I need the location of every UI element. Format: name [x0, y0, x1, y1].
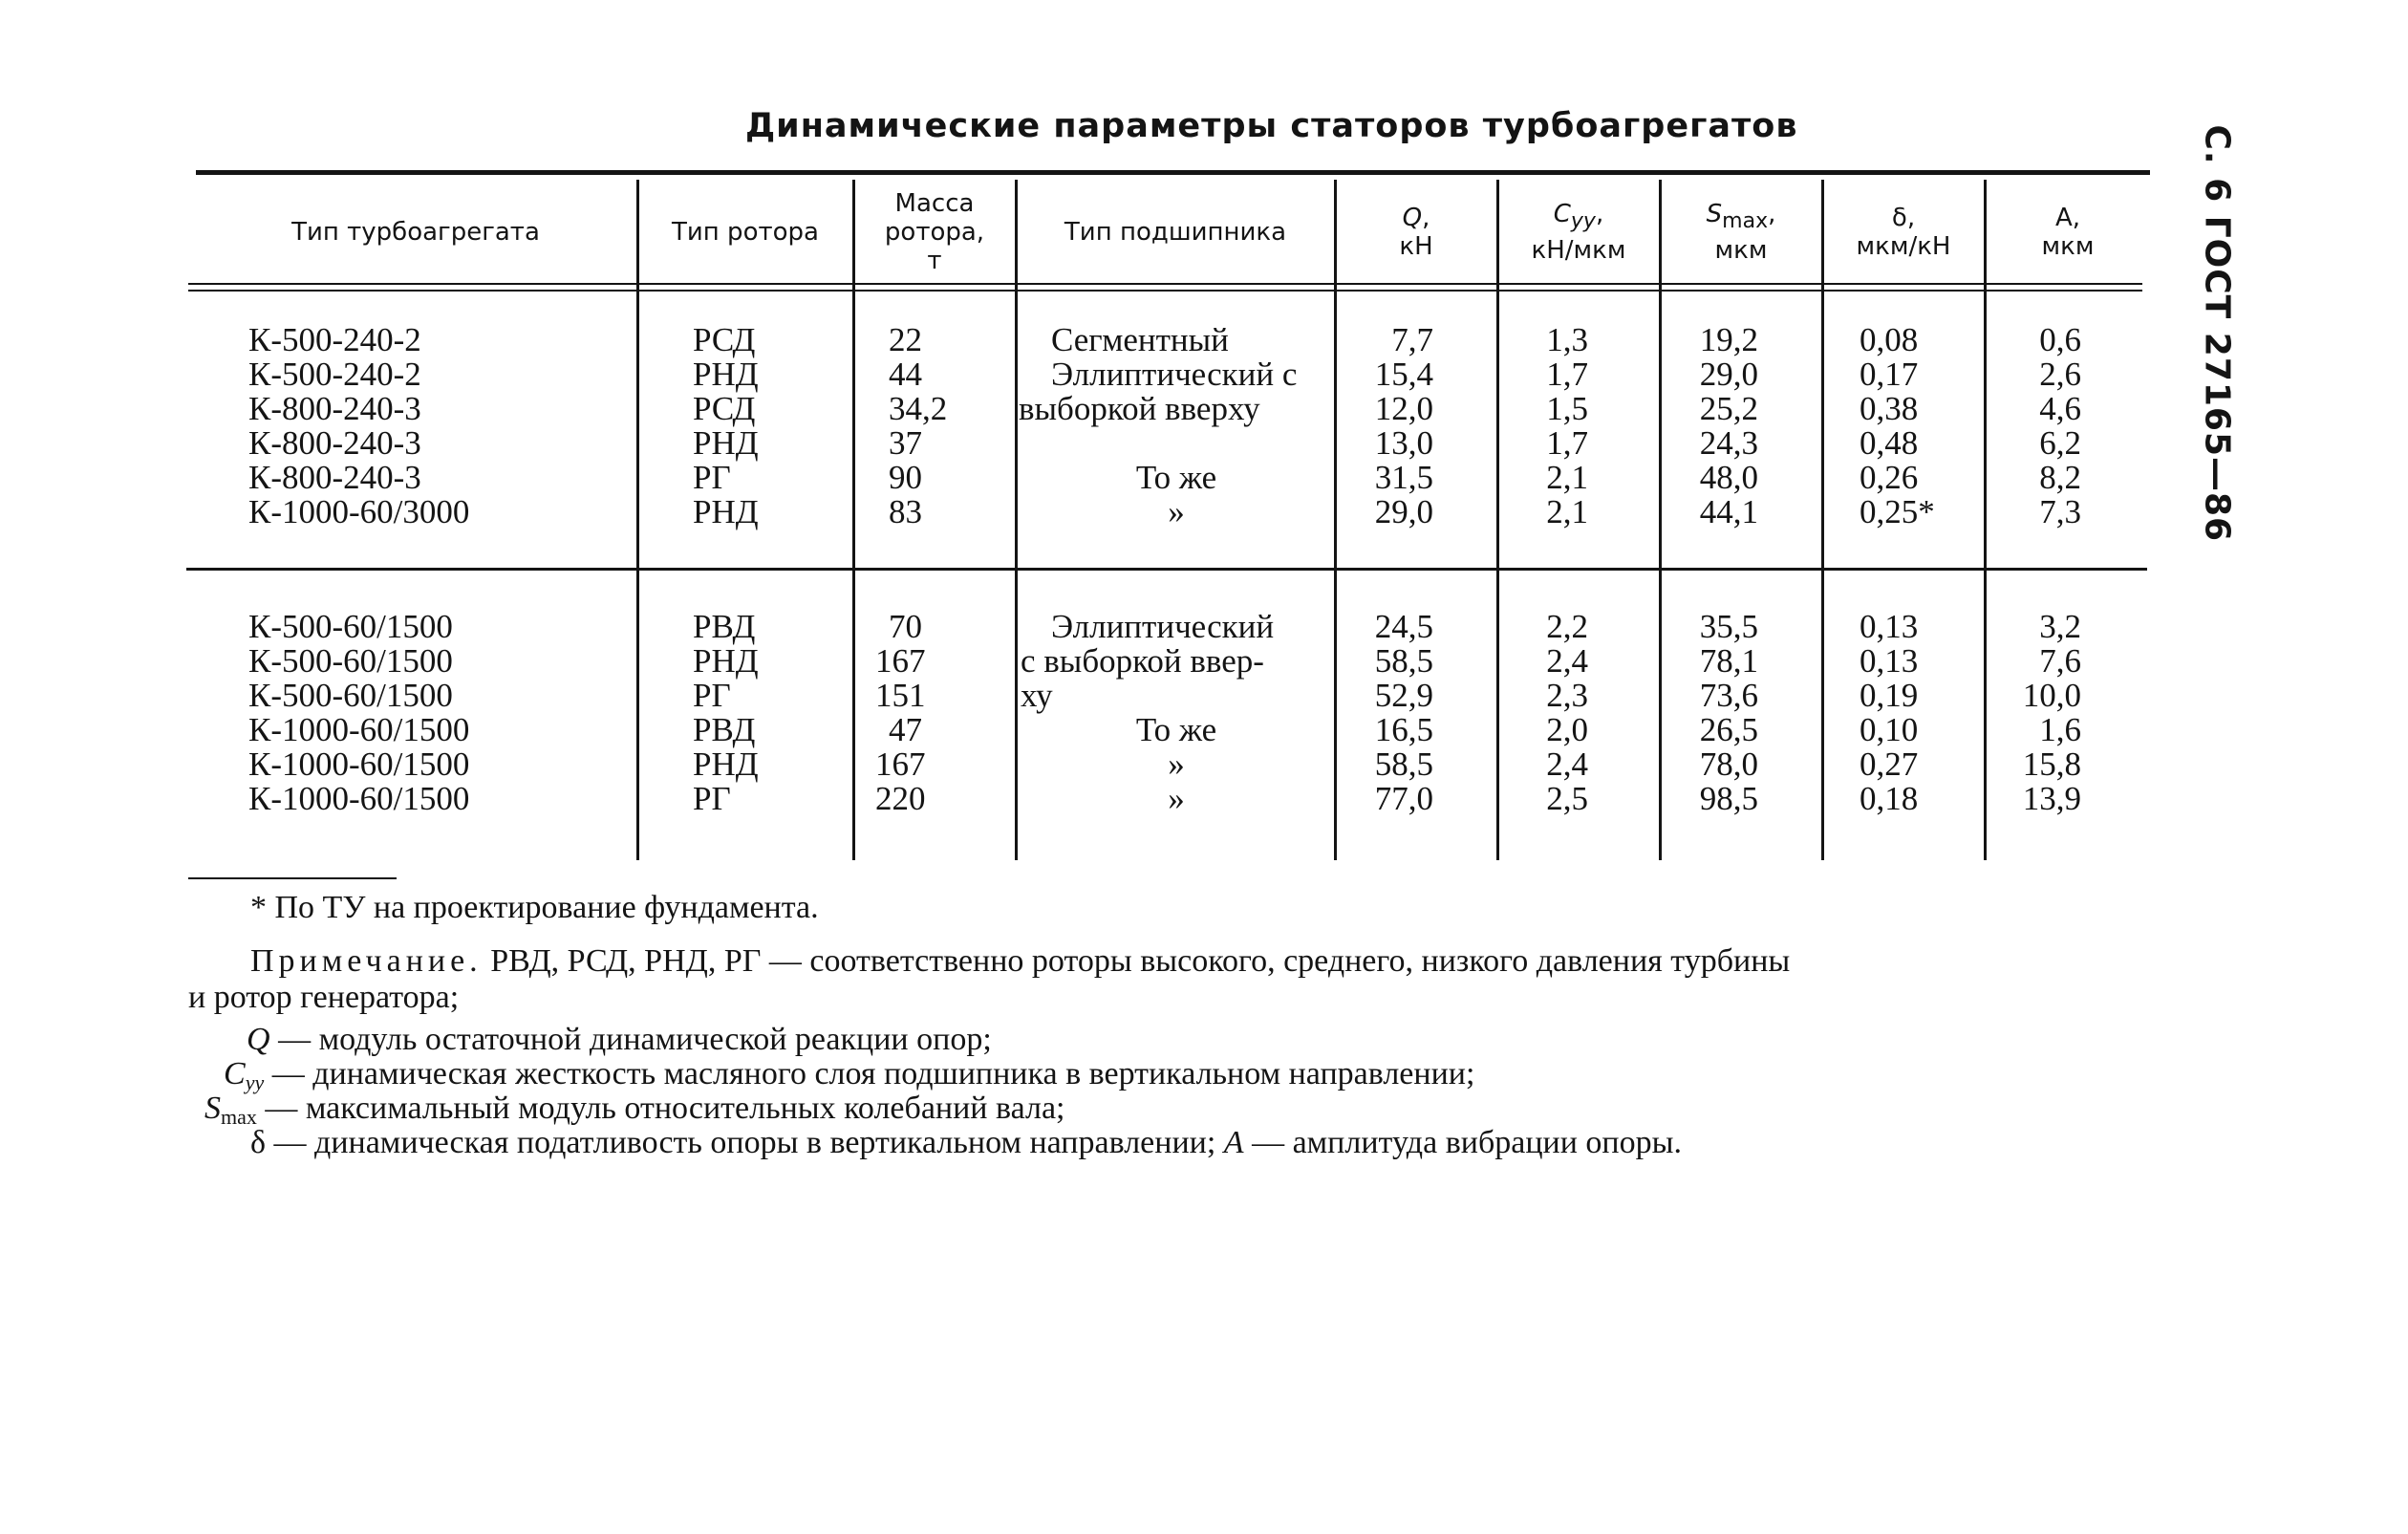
remark — [250, 942, 1790, 981]
cell-rotor: РНД — [693, 493, 759, 530]
header-mass: Масса ротора, т — [884, 189, 985, 275]
cell-type: К-1000-60/1500 — [248, 711, 470, 748]
cell-smax: 29,0 — [1699, 356, 1758, 393]
header-smax: $S_{max}$, мкм — [1706, 200, 1776, 265]
cell-mass: 47 — [889, 711, 922, 748]
footnote-rule — [188, 877, 397, 879]
cell-a: 13,9 — [2022, 780, 2081, 817]
cell-mass: 220 — [875, 780, 926, 817]
cell-type: К-1000-60/3000 — [248, 493, 470, 530]
cell-delta: 0,25* — [1860, 493, 1935, 530]
smax-symbol: S — [204, 1091, 221, 1126]
smax-subscript: max — [221, 1105, 257, 1129]
cell-cyy: 2,5 — [1546, 780, 1588, 817]
cell-a: 10,0 — [2022, 677, 2081, 714]
cyy-symbol: C — [224, 1056, 246, 1091]
cell-rotor: РГ — [693, 677, 731, 714]
smax-definition-text: — максимальный модуль относительных колебаний вала; — [256, 1091, 1065, 1126]
table-title: Динамические параметры статоров турбоагрегатов — [745, 107, 1798, 145]
q-definition — [247, 1021, 992, 1059]
cell-rotor: РНД — [693, 745, 759, 783]
cell-cyy: 2,1 — [1546, 459, 1588, 496]
cell-bearing: с выборкой ввер- — [1021, 642, 1264, 680]
cell-cyy: 1,3 — [1546, 321, 1588, 358]
cell-delta: 0,17 — [1860, 356, 1919, 393]
cell-mass: 83 — [889, 493, 922, 530]
cell-smax: 26,5 — [1699, 711, 1758, 748]
cell-a: 1,6 — [2039, 711, 2081, 748]
remark-label: Примечание. — [250, 943, 483, 979]
cell-smax: 25,2 — [1699, 390, 1758, 427]
cell-smax: 78,0 — [1699, 745, 1758, 783]
cell-q: 15,4 — [1374, 356, 1433, 393]
cell-delta: 0,08 — [1860, 321, 1919, 358]
cell-rotor: РНД — [693, 356, 759, 393]
cell-smax: 35,5 — [1699, 608, 1758, 645]
remark-text: РВД, РСД, РНД, РГ — соответственно роторы высокого, среднего, низкого давления турбины — [482, 943, 1791, 979]
side-label — [2188, 124, 2246, 543]
cell-type: К-800-240-3 — [248, 459, 421, 496]
cell-cyy: 2,3 — [1546, 677, 1588, 714]
cell-q: 13,0 — [1374, 424, 1433, 462]
cell-bearing: » — [1168, 493, 1185, 530]
cell-rotor: РГ — [693, 780, 731, 817]
cell-smax: 44,1 — [1699, 493, 1758, 530]
cell-q: 16,5 — [1374, 711, 1433, 748]
q-symbol: Q — [247, 1022, 270, 1057]
header-a: А, мкм — [2041, 204, 2095, 261]
cell-delta: 0,19 — [1860, 677, 1919, 714]
cell-rotor: РСД — [693, 321, 756, 358]
cell-delta: 0,26 — [1860, 459, 1919, 496]
cell-cyy: 2,0 — [1546, 711, 1588, 748]
cell-mass: 70 — [889, 608, 922, 645]
cell-rotor: РСД — [693, 390, 756, 427]
cell-bearing: » — [1168, 780, 1185, 817]
cell-q: 12,0 — [1374, 390, 1433, 427]
header-rule-2 — [188, 290, 2142, 292]
cell-a: 6,2 — [2039, 424, 2081, 462]
cell-delta: 0,10 — [1860, 711, 1919, 748]
remark-continued: и ротор генератора; — [188, 980, 460, 1015]
cell-mass: 34,2 — [889, 390, 948, 427]
cell-smax: 24,3 — [1699, 424, 1758, 462]
cell-rotor: РВД — [693, 711, 756, 748]
cell-a: 7,6 — [2039, 642, 2081, 680]
cell-smax: 19,2 — [1699, 321, 1758, 358]
q-definition-text: — модуль остаточной динамической реакции опор; — [269, 1022, 992, 1057]
cell-bearing: Сегментный — [1051, 321, 1229, 358]
cell-a: 8,2 — [2039, 459, 2081, 496]
a-symbol: A — [1223, 1125, 1244, 1160]
cell-smax: 98,5 — [1699, 780, 1758, 817]
header-bearing: Тип подшипника — [1064, 218, 1287, 247]
cell-delta: 0,13 — [1860, 608, 1919, 645]
cell-bearing: ху — [1021, 677, 1053, 714]
cell-a: 3,2 — [2039, 608, 2081, 645]
cell-cyy: 2,1 — [1546, 493, 1588, 530]
cell-type: К-500-60/1500 — [248, 642, 453, 680]
cell-type: К-500-240-2 — [248, 321, 421, 358]
cell-cyy: 2,4 — [1546, 745, 1588, 783]
delta-definition-text: δ — динамическая податливость опоры в вертикальном направлении; — [250, 1125, 1224, 1160]
a-definition-text: — амплитуда вибрации опоры. — [1243, 1125, 1682, 1160]
cyy-definition-text: — динамическая жесткость масляного слоя подшипника в вертикальном направлении; — [264, 1056, 1475, 1091]
cell-rotor: РНД — [693, 642, 759, 680]
group-separator — [186, 568, 2147, 571]
header-delta: δ, мкм/кН — [1856, 204, 1951, 261]
cell-cyy: 1,5 — [1546, 390, 1588, 427]
cell-a: 0,6 — [2039, 321, 2081, 358]
cell-bearing: Эллиптический с — [1051, 356, 1298, 393]
cell-a: 4,6 — [2039, 390, 2081, 427]
cell-bearing: » — [1168, 745, 1185, 783]
cell-smax: 73,6 — [1699, 677, 1758, 714]
cell-cyy: 2,2 — [1546, 608, 1588, 645]
side-label-text: С. 6 ГОСТ 27165—86 — [2197, 124, 2237, 543]
cell-cyy: 2,4 — [1546, 642, 1588, 680]
header-cyy: $C_{yy}$, кН/мкм — [1531, 200, 1626, 265]
cyy-subscript: yy — [245, 1070, 265, 1094]
cell-delta: 0,18 — [1860, 780, 1919, 817]
cell-mass: 44 — [889, 356, 922, 393]
cell-type: К-500-60/1500 — [248, 677, 453, 714]
cell-type: К-1000-60/1500 — [248, 745, 470, 783]
cell-rotor: РНД — [693, 424, 759, 462]
header-rotor: Тип ротора — [672, 218, 819, 247]
cell-rotor: РВД — [693, 608, 756, 645]
cell-delta: 0,48 — [1860, 424, 1919, 462]
cell-bearing: Эллиптический — [1051, 608, 1275, 645]
cell-mass: 22 — [889, 321, 922, 358]
cell-smax: 78,1 — [1699, 642, 1758, 680]
cell-type: К-500-60/1500 — [248, 608, 453, 645]
cell-q: 31,5 — [1374, 459, 1433, 496]
cell-q: 24,5 — [1374, 608, 1433, 645]
header-q: Q, кН — [1399, 204, 1433, 261]
cell-type: К-500-240-2 — [248, 356, 421, 393]
cell-mass: 90 — [889, 459, 922, 496]
top-rule — [196, 170, 2150, 175]
cell-q: 77,0 — [1374, 780, 1433, 817]
header-type: Тип турбоагрегата — [291, 218, 540, 247]
cell-bearing: выборкой вверху — [1019, 390, 1260, 427]
cell-q: 7,7 — [1391, 321, 1433, 358]
cell-q: 29,0 — [1374, 493, 1433, 530]
cell-mass: 151 — [875, 677, 926, 714]
cell-cyy: 1,7 — [1546, 356, 1588, 393]
cell-delta: 0,13 — [1860, 642, 1919, 680]
cell-q: 58,5 — [1374, 642, 1433, 680]
cell-bearing: То же — [1135, 459, 1217, 496]
cell-a: 15,8 — [2022, 745, 2081, 783]
cell-mass: 167 — [875, 642, 926, 680]
cell-bearing: То же — [1135, 711, 1217, 748]
cell-cyy: 1,7 — [1546, 424, 1588, 462]
cell-q: 52,9 — [1374, 677, 1433, 714]
cell-delta: 0,27 — [1860, 745, 1919, 783]
cell-a: 2,6 — [2039, 356, 2081, 393]
cell-q: 58,5 — [1374, 745, 1433, 783]
delta-definition — [250, 1124, 1682, 1162]
cell-mass: 167 — [875, 745, 926, 783]
cell-type: К-800-240-3 — [248, 390, 421, 427]
footnote: * По ТУ на проектирование фундамента. — [250, 890, 819, 925]
cell-a: 7,3 — [2039, 493, 2081, 530]
cell-rotor: РГ — [693, 459, 731, 496]
cell-type: К-1000-60/1500 — [248, 780, 470, 817]
cell-delta: 0,38 — [1860, 390, 1919, 427]
cell-smax: 48,0 — [1699, 459, 1758, 496]
cell-type: К-800-240-3 — [248, 424, 421, 462]
cell-mass: 37 — [889, 424, 922, 462]
